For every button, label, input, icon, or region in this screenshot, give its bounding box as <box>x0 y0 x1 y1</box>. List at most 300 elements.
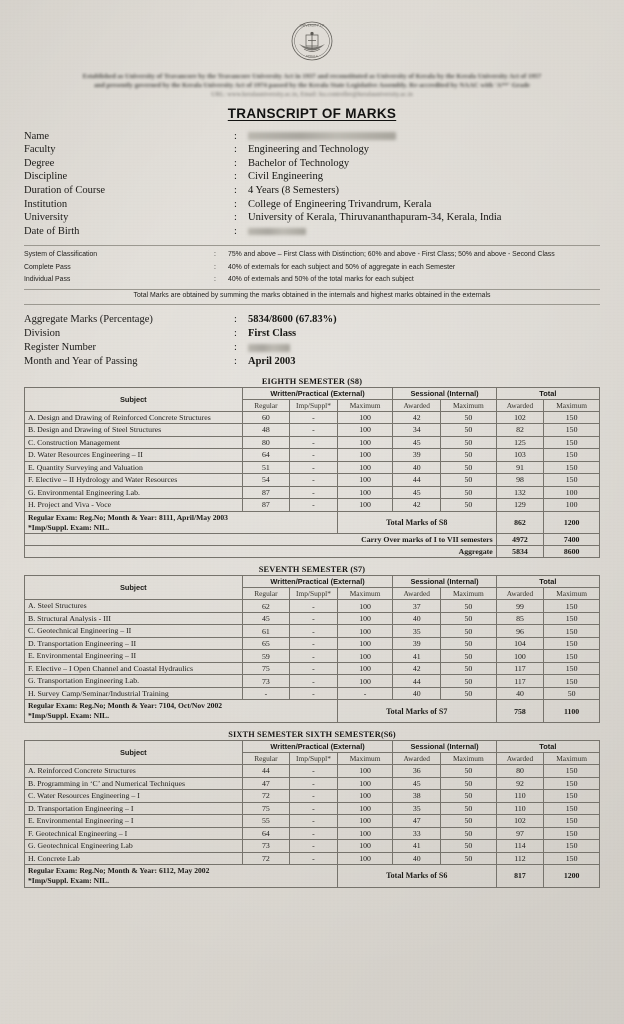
semester-title: EIGHTH SEMESTER (S8) <box>261 376 363 386</box>
cell-exam-footnote: Regular Exam: Reg.No; Month & Year: 7104, Oct/Nov 2002 *Imp/Suppl. Exam: NIL. <box>25 700 338 723</box>
table-row <box>25 840 600 853</box>
semester-tables <box>24 377 600 888</box>
table-row <box>25 815 600 828</box>
cell-subject: C. Geotechnical Engineering – II <box>25 625 243 638</box>
cell-internal-maximum: 50 <box>441 852 497 865</box>
cell-internal-maximum: 50 <box>441 637 497 650</box>
identity-label: Name <box>24 130 50 142</box>
cell-total-awarded: 85 <box>496 612 544 625</box>
table-row <box>25 637 600 650</box>
cell-total-awarded: 129 <box>496 499 544 512</box>
classification-value: 40% of externals and 50% of the total marks for each subject <box>228 276 414 284</box>
cell-total-maximum: 150 <box>544 600 600 613</box>
cell-regular: 75 <box>242 802 290 815</box>
header-internal-maximum: Maximum <box>441 588 497 600</box>
cell-subject: D. Transportation Engineering – I <box>25 802 243 815</box>
identity-value <box>248 130 600 144</box>
header-internal-awarded: Awarded <box>393 399 441 411</box>
identity-label: Date of Birth <box>24 225 80 237</box>
table-row <box>25 675 600 688</box>
cell-regular: 72 <box>242 790 290 803</box>
cell-external-maximum: 100 <box>337 474 393 487</box>
table-extra-row <box>25 546 600 558</box>
cell-imp-suppl: - <box>290 802 338 815</box>
cell-regular: 60 <box>242 411 290 424</box>
cell-internal-awarded: 38 <box>393 790 441 803</box>
table-extra-row <box>25 534 600 546</box>
cell-external-maximum: 100 <box>337 612 393 625</box>
header-total-maximum: Maximum <box>544 399 600 411</box>
cell-regular: 73 <box>242 675 290 688</box>
cell-subject: C. Construction Management <box>25 436 243 449</box>
cell-imp-suppl: - <box>290 827 338 840</box>
page-title: TRANSCRIPT OF MARKS <box>227 105 397 121</box>
cell-subject: D. Water Resources Engineering – II <box>25 449 243 462</box>
summary-row <box>24 313 600 327</box>
table-row <box>25 411 600 424</box>
cell-extra-maximum: 7400 <box>544 534 600 546</box>
table-header-group-row <box>25 576 600 588</box>
cell-imp-suppl: - <box>290 765 338 778</box>
cell-total-maximum: 150 <box>544 765 600 778</box>
header-total-group: Total <box>496 741 599 753</box>
identity-block <box>24 130 600 239</box>
semester-section-s7 <box>24 565 600 723</box>
cell-total-awarded: 99 <box>496 600 544 613</box>
summary-label: Aggregate Marks (Percentage) <box>24 313 153 325</box>
summary-label: Division <box>24 328 61 340</box>
cell-internal-maximum: 50 <box>441 436 497 449</box>
cell-internal-maximum: 50 <box>441 424 497 437</box>
identity-colon: : <box>234 185 237 197</box>
cell-imp-suppl: - <box>290 436 338 449</box>
cell-external-maximum: 100 <box>337 790 393 803</box>
table-header-group-row <box>25 387 600 399</box>
cell-total-maximum: 150 <box>544 790 600 803</box>
cell-regular: 54 <box>242 474 290 487</box>
header-total-maximum: Maximum <box>544 753 600 765</box>
cell-regular: 47 <box>242 777 290 790</box>
cell-internal-maximum: 50 <box>441 625 497 638</box>
cell-internal-awarded: 40 <box>393 852 441 865</box>
cell-imp-suppl: - <box>290 424 338 437</box>
identity-colon: : <box>234 212 237 224</box>
cell-subject: E. Environmental Engineering – II <box>25 650 243 663</box>
cell-subject: G. Geotechnical Engineering Lab <box>25 840 243 853</box>
cell-total-awarded: 102 <box>496 815 544 828</box>
cell-total-maximum: 150 <box>544 612 600 625</box>
cell-internal-maximum: 50 <box>441 499 497 512</box>
table-row <box>25 777 600 790</box>
legal-line-1: Established as University of Travancore by the Travancore University Act in 1937 and reconstituted as University of Kerala by the Kerala University Act of 1957 <box>82 73 542 80</box>
cell-regular: 64 <box>242 827 290 840</box>
identity-colon: : <box>234 198 237 210</box>
svg-text:UNIVERSITY OF: UNIVERSITY OF <box>299 23 325 28</box>
table-row <box>25 600 600 613</box>
cell-external-maximum: 100 <box>337 662 393 675</box>
cell-total-maximum: 150 <box>544 815 600 828</box>
cell-total-maximum: 150 <box>544 662 600 675</box>
cell-internal-awarded: 44 <box>393 474 441 487</box>
header-internal-maximum: Maximum <box>441 753 497 765</box>
cell-total-awarded: 82 <box>496 424 544 437</box>
cell-total-awarded: 114 <box>496 840 544 853</box>
cell-extra-label: Aggregate <box>25 546 497 558</box>
identity-colon: : <box>234 171 237 183</box>
table-row <box>25 802 600 815</box>
classification-colon: : <box>214 263 216 271</box>
table-row <box>25 486 600 499</box>
table-row <box>25 650 600 663</box>
table-row <box>25 765 600 778</box>
cell-imp-suppl: - <box>290 449 338 462</box>
cell-total-awarded: 91 <box>496 461 544 474</box>
cell-total-awarded: 125 <box>496 436 544 449</box>
cell-external-maximum: 100 <box>337 486 393 499</box>
cell-imp-suppl: - <box>290 474 338 487</box>
cell-imp-suppl: - <box>290 777 338 790</box>
cell-external-maximum: 100 <box>337 411 393 424</box>
cell-total-label: Total Marks of S8 <box>337 511 496 534</box>
cell-imp-suppl: - <box>290 852 338 865</box>
header-internal-awarded: Awarded <box>393 588 441 600</box>
summary-colon: : <box>234 342 237 354</box>
cell-internal-awarded: 35 <box>393 625 441 638</box>
summary-row <box>24 355 600 369</box>
cell-total-maximum: 150 <box>544 802 600 815</box>
identity-value: College of Engineering Trivandrum, Kerala <box>248 198 432 210</box>
cell-total-maximum: 100 <box>544 486 600 499</box>
cell-internal-awarded: 39 <box>393 637 441 650</box>
semester-section-s8 <box>24 377 600 559</box>
table-row <box>25 827 600 840</box>
legal-header <box>24 72 600 100</box>
identity-label: Discipline <box>24 171 68 183</box>
cell-external-maximum: 100 <box>337 815 393 828</box>
cell-subject: A. Design and Drawing of Reinforced Concrete Structures <box>25 411 243 424</box>
cell-total-awarded: 100 <box>496 650 544 663</box>
legal-line-3: URL: www.keralauniversity.ac.in, Email: ku.controller@keralauniversity.ac.in <box>211 90 413 98</box>
header-external-group: Written/Practical (External) <box>242 387 393 399</box>
cell-regular: 59 <box>242 650 290 663</box>
cell-regular: 64 <box>242 449 290 462</box>
cell-internal-maximum: 50 <box>441 600 497 613</box>
cell-total-maximum: 150 <box>544 675 600 688</box>
identity-row <box>24 198 600 212</box>
cell-internal-awarded: 42 <box>393 662 441 675</box>
cell-internal-maximum: 50 <box>441 802 497 815</box>
cell-external-maximum: 100 <box>337 777 393 790</box>
cell-internal-awarded: 45 <box>393 436 441 449</box>
cell-total-awarded: 98 <box>496 474 544 487</box>
cell-subject: C. Water Resources Engineering – I <box>25 790 243 803</box>
cell-regular: 73 <box>242 840 290 853</box>
cell-total-awarded: 92 <box>496 777 544 790</box>
cell-imp-suppl: - <box>290 675 338 688</box>
identity-value <box>248 225 600 239</box>
identity-row <box>24 157 600 171</box>
cell-external-maximum: - <box>337 687 393 700</box>
cell-imp-suppl: - <box>290 612 338 625</box>
cell-imp-suppl: - <box>290 637 338 650</box>
header-internal-group: Sessional (Internal) <box>393 576 496 588</box>
cell-imp-suppl: - <box>290 411 338 424</box>
cell-external-maximum: 100 <box>337 600 393 613</box>
cell-exam-footnote: Regular Exam: Reg.No; Month & Year: 8111, April/May 2003 *Imp/Suppl. Exam: NIL. <box>25 511 338 534</box>
semester-title: SIXTH SEMESTER SIXTH SEMESTER(S6) <box>228 730 396 740</box>
table-row <box>25 474 600 487</box>
cell-imp-suppl: - <box>290 687 338 700</box>
table-row <box>25 852 600 865</box>
summary-label: Month and Year of Passing <box>24 356 138 368</box>
cell-external-maximum: 100 <box>337 449 393 462</box>
cell-extra-label: Carry Over marks of I to VII semesters <box>25 534 497 546</box>
summary-value: First Class <box>248 328 297 340</box>
table-row <box>25 436 600 449</box>
semester-section-s6 <box>24 730 600 888</box>
cell-internal-maximum: 50 <box>441 687 497 700</box>
classification-value: 40% of externals for each subject and 50% of aggregate in each Semester <box>228 263 456 271</box>
cell-regular: 72 <box>242 852 290 865</box>
identity-colon: : <box>234 225 237 237</box>
cell-imp-suppl: - <box>290 499 338 512</box>
cell-external-maximum: 100 <box>337 625 393 638</box>
cell-total-maximum-sum: 1200 <box>544 511 600 534</box>
table-row <box>25 424 600 437</box>
cell-imp-suppl: - <box>290 625 338 638</box>
cell-internal-awarded: 45 <box>393 486 441 499</box>
cell-internal-awarded: 41 <box>393 650 441 663</box>
cell-total-awarded-sum: 817 <box>496 865 544 888</box>
cell-internal-awarded: 47 <box>393 815 441 828</box>
identity-row <box>24 184 600 198</box>
cell-internal-awarded: 36 <box>393 765 441 778</box>
cell-internal-awarded: 45 <box>393 777 441 790</box>
header-internal-awarded: Awarded <box>393 753 441 765</box>
cell-imp-suppl: - <box>290 486 338 499</box>
cell-subject: G. Environmental Engineering Lab. <box>25 486 243 499</box>
cell-subject: H. Project and Viva - Voce <box>25 499 243 512</box>
cell-internal-maximum: 50 <box>441 765 497 778</box>
table-row <box>25 449 600 462</box>
cell-total-maximum: 150 <box>544 637 600 650</box>
cell-subject: B. Design and Drawing of Steel Structures <box>25 424 243 437</box>
identity-label: Degree <box>24 157 55 169</box>
cell-internal-awarded: 41 <box>393 840 441 853</box>
summary-colon: : <box>234 356 237 368</box>
header-regular: Regular <box>242 753 290 765</box>
cell-internal-maximum: 50 <box>441 840 497 853</box>
cell-regular: 61 <box>242 625 290 638</box>
cell-internal-maximum: 50 <box>441 411 497 424</box>
header-total-group: Total <box>496 576 599 588</box>
cell-total-awarded: 40 <box>496 687 544 700</box>
redacted-value <box>248 228 306 235</box>
cell-total-maximum: 150 <box>544 449 600 462</box>
summary-row <box>24 341 600 355</box>
header-imp-suppl: Imp/Suppl* <box>290 399 338 411</box>
cell-total-maximum: 150 <box>544 840 600 853</box>
cell-total-maximum: 150 <box>544 650 600 663</box>
cell-imp-suppl: - <box>290 790 338 803</box>
cell-regular: 80 <box>242 436 290 449</box>
cell-subject: D. Transportation Engineering – II <box>25 637 243 650</box>
cell-internal-maximum: 50 <box>441 777 497 790</box>
cell-subject: H. Survey Camp/Seminar/Industrial Training <box>25 687 243 700</box>
cell-total-awarded: 110 <box>496 790 544 803</box>
table-row <box>25 499 600 512</box>
cell-external-maximum: 100 <box>337 637 393 650</box>
cell-total-awarded: 110 <box>496 802 544 815</box>
cell-total-awarded-sum: 862 <box>496 511 544 534</box>
identity-value: Civil Engineering <box>248 171 323 183</box>
cell-external-maximum: 100 <box>337 802 393 815</box>
cell-total-maximum: 150 <box>544 436 600 449</box>
cell-total-maximum: 150 <box>544 461 600 474</box>
legal-line-2: and presently governed by the Kerala University Act of 1974 passed by the Kerala State Legislative Assembly. Re-accredited by NAAC with 'A**' Grade <box>94 82 530 90</box>
cell-total-maximum: 150 <box>544 474 600 487</box>
marks-table <box>24 575 600 723</box>
identity-value: Bachelor of Technology <box>248 157 350 169</box>
cell-internal-awarded: 34 <box>393 424 441 437</box>
identity-label: Duration of Course <box>24 185 106 197</box>
identity-row <box>24 225 600 239</box>
cell-regular: 65 <box>242 637 290 650</box>
cell-total-awarded: 102 <box>496 411 544 424</box>
header-imp-suppl: Imp/Suppl* <box>290 588 338 600</box>
classification-panel <box>24 245 600 304</box>
cell-external-maximum: 100 <box>337 650 393 663</box>
header-external-group: Written/Practical (External) <box>242 576 393 588</box>
cell-subject: G. Transportation Engineering Lab. <box>25 675 243 688</box>
cell-internal-maximum: 50 <box>441 650 497 663</box>
cell-subject: H. Concrete Lab <box>25 852 243 865</box>
summary-row <box>24 327 600 341</box>
identity-value: University of Kerala, Thiruvananthapuram-34, Kerala, India <box>248 212 502 224</box>
cell-regular: 55 <box>242 815 290 828</box>
identity-row <box>24 170 600 184</box>
cell-internal-awarded: 40 <box>393 612 441 625</box>
cell-total-maximum: 50 <box>544 687 600 700</box>
cell-regular: 87 <box>242 499 290 512</box>
header-total-maximum: Maximum <box>544 588 600 600</box>
redacted-value <box>248 132 396 140</box>
cell-internal-awarded: 35 <box>393 802 441 815</box>
cell-internal-maximum: 50 <box>441 449 497 462</box>
svg-text:KERALA: KERALA <box>306 54 318 58</box>
cell-total-maximum: 150 <box>544 411 600 424</box>
table-row <box>25 461 600 474</box>
classification-label: Individual Pass <box>24 276 71 284</box>
identity-value: 4 Years (8 Semesters) <box>248 185 339 197</box>
cell-internal-maximum: 50 <box>441 662 497 675</box>
cell-total-maximum: 150 <box>544 777 600 790</box>
identity-colon: : <box>234 130 237 142</box>
summary-value: April 2003 <box>248 356 296 368</box>
cell-internal-maximum: 50 <box>441 827 497 840</box>
table-row <box>25 687 600 700</box>
identity-label: Institution <box>24 198 68 210</box>
cell-regular: 87 <box>242 486 290 499</box>
cell-imp-suppl: - <box>290 600 338 613</box>
cell-total-maximum: 150 <box>544 424 600 437</box>
summary-value: 5834/8600 (67.83%) <box>248 313 337 325</box>
cell-extra-awarded: 5834 <box>496 546 544 558</box>
cell-regular: - <box>242 687 290 700</box>
table-footnote-row <box>25 700 600 723</box>
summary-colon: : <box>234 328 237 340</box>
table-row <box>25 790 600 803</box>
cell-external-maximum: 100 <box>337 840 393 853</box>
classification-label: Complete Pass <box>24 263 71 271</box>
classification-row <box>24 274 600 286</box>
header-subject: Subject <box>25 387 243 411</box>
cell-external-maximum: 100 <box>337 461 393 474</box>
header-total-group: Total <box>496 387 599 399</box>
cell-internal-maximum: 50 <box>441 486 497 499</box>
table-row <box>25 662 600 675</box>
header-external-maximum: Maximum <box>337 753 393 765</box>
cell-total-awarded: 97 <box>496 827 544 840</box>
classification-colon: : <box>214 276 216 284</box>
cell-subject: F. Elective – I Open Channel and Coastal Hydraulics <box>25 662 243 675</box>
header-imp-suppl: Imp/Suppl* <box>290 753 338 765</box>
cell-regular: 45 <box>242 612 290 625</box>
summary-value <box>248 341 600 355</box>
cell-total-awarded: 117 <box>496 662 544 675</box>
classification-row <box>24 249 600 261</box>
cell-total-maximum: 150 <box>544 852 600 865</box>
cell-regular: 51 <box>242 461 290 474</box>
cell-imp-suppl: - <box>290 840 338 853</box>
classification-colon: : <box>214 251 216 259</box>
cell-total-awarded: 103 <box>496 449 544 462</box>
cell-total-awarded-sum: 758 <box>496 700 544 723</box>
classification-note: Total Marks are obtained by summing the marks obtained in the internals and highest marks obtained in the externals <box>24 289 600 302</box>
cell-external-maximum: 100 <box>337 424 393 437</box>
header-subject: Subject <box>25 741 243 765</box>
cell-imp-suppl: - <box>290 650 338 663</box>
cell-internal-awarded: 40 <box>393 687 441 700</box>
cell-total-awarded: 104 <box>496 637 544 650</box>
cell-subject: B. Structural Analysis - III <box>25 612 243 625</box>
summary-colon: : <box>234 313 237 325</box>
header-total-awarded: Awarded <box>496 753 544 765</box>
header-regular: Regular <box>242 399 290 411</box>
semester-title: SEVENTH SEMESTER (S7) <box>258 565 366 575</box>
cell-total-maximum-sum: 1100 <box>544 700 600 723</box>
redacted-value <box>248 344 290 352</box>
cell-subject: B. Programming in ‘C’ and Numerical Techniques <box>25 777 243 790</box>
cell-external-maximum: 100 <box>337 852 393 865</box>
identity-colon: : <box>234 144 237 156</box>
table-footnote-row <box>25 865 600 888</box>
cell-total-maximum: 150 <box>544 625 600 638</box>
cell-internal-maximum: 50 <box>441 675 497 688</box>
university-seal-icon <box>287 18 337 66</box>
cell-subject: F. Elective – II Hydrology and Water Resources <box>25 474 243 487</box>
identity-label: University <box>24 212 69 224</box>
cell-subject: A. Reinforced Concrete Structures <box>25 765 243 778</box>
cell-total-awarded: 117 <box>496 675 544 688</box>
classification-value: 75% and above – First Class with Distinction; 60% and above - First Class; 50% and above - Second Class <box>228 251 555 259</box>
cell-subject: E. Environmental Engineering – I <box>25 815 243 828</box>
cell-regular: 62 <box>242 600 290 613</box>
marks-table <box>24 387 600 559</box>
cell-internal-maximum: 50 <box>441 474 497 487</box>
cell-internal-maximum: 50 <box>441 790 497 803</box>
table-row <box>25 625 600 638</box>
